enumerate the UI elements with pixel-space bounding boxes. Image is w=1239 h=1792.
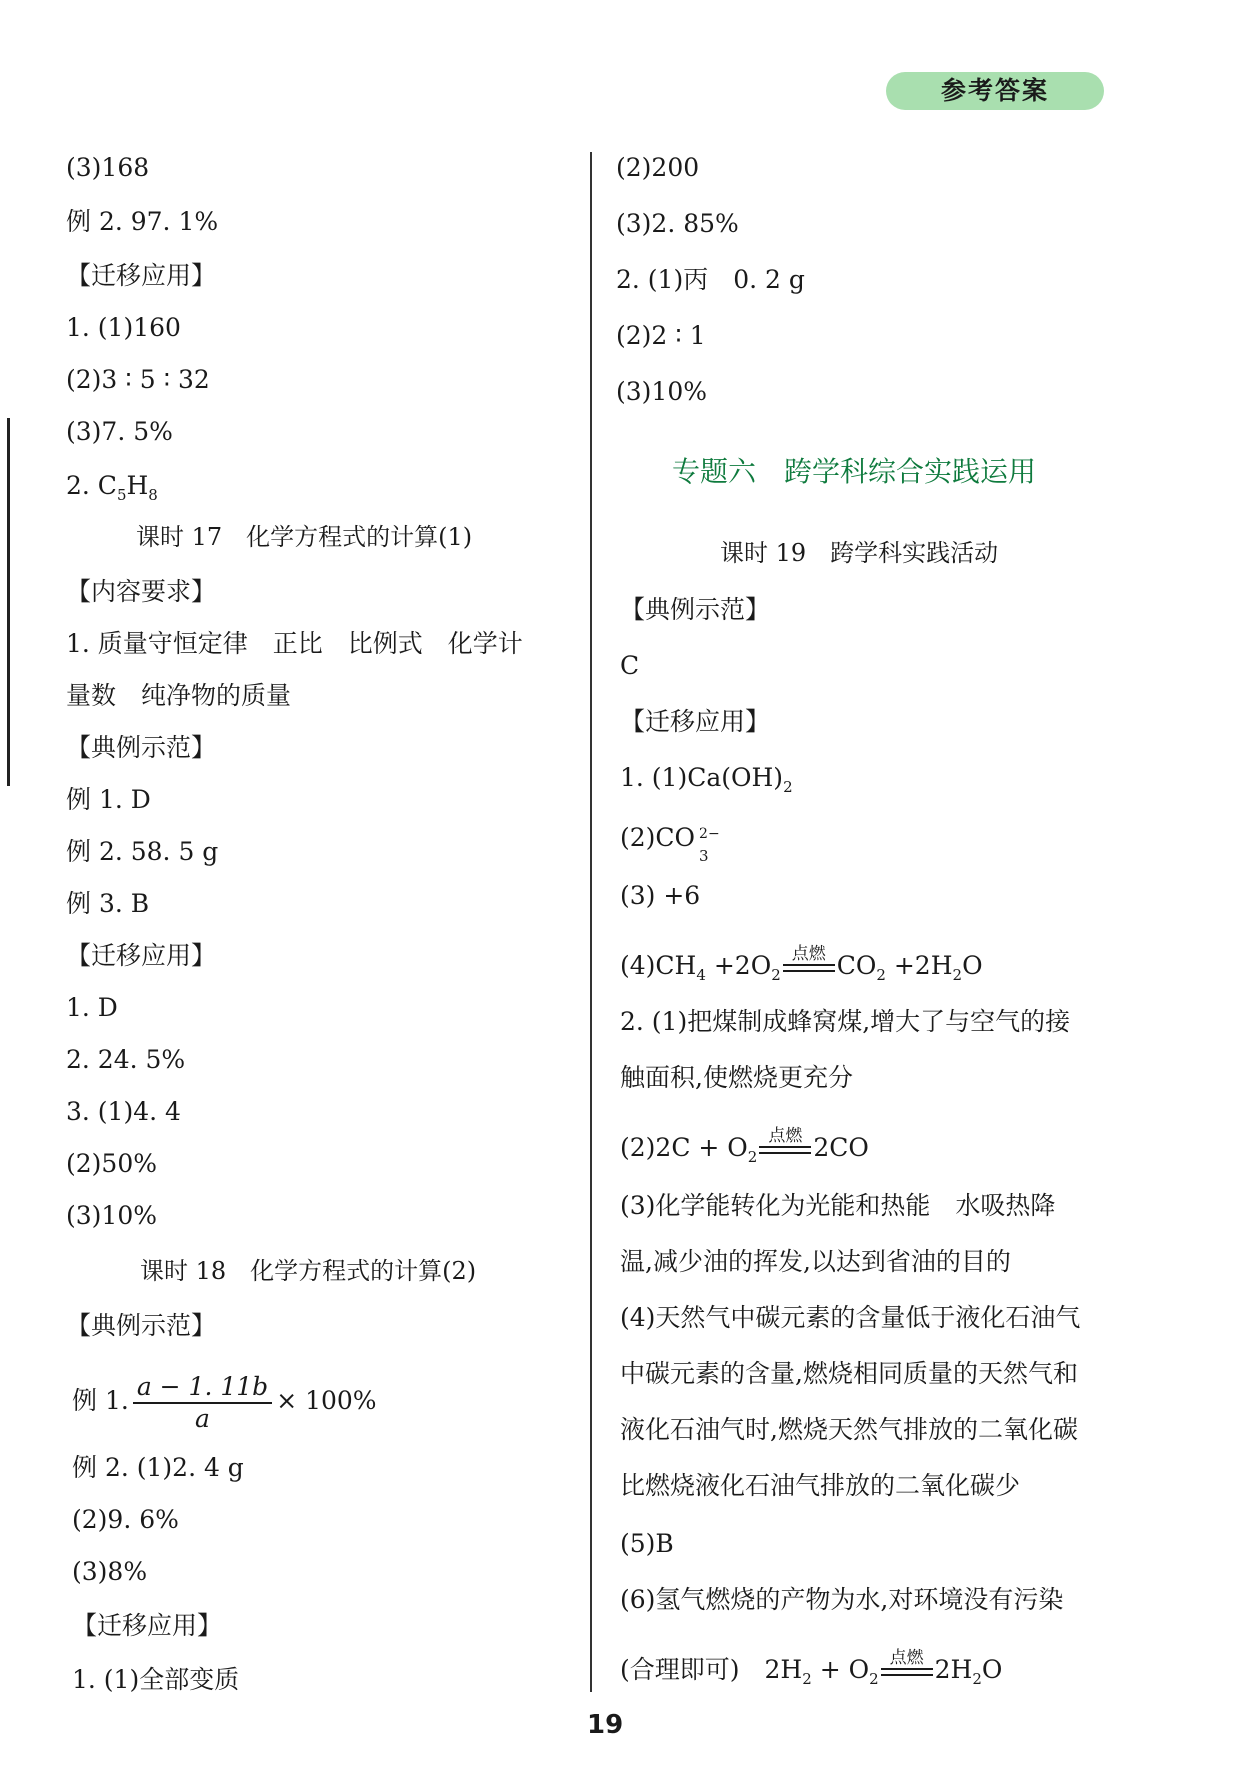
chemical-equation: $(2)2C + O_2$ 点燃 2CO bbox=[620, 1126, 869, 1166]
answer-line: 液化石油气时,燃烧天然气排放的二氧化碳 bbox=[620, 1415, 1078, 1444]
answer-line: (3)化学能转化为光能和热能 水吸热降 bbox=[620, 1191, 1056, 1220]
lesson-title: 课时 18 化学方程式的计算(2) bbox=[140, 1257, 477, 1285]
answer-line: 1. (1)全部变质 bbox=[72, 1665, 240, 1694]
answer-line: 2. 24. 5% bbox=[66, 1045, 186, 1074]
answer-line: (3)168 bbox=[66, 153, 150, 182]
section-heading: 【内容要求】 bbox=[66, 577, 217, 606]
formula-line: 2. $C_5H_8$ bbox=[66, 471, 158, 504]
chemical-equation: (合理即可) $2H_2 + O_2$ 点燃 $2H_2O$ bbox=[620, 1648, 1003, 1688]
fraction: $\frac{a - 1. 11b}{a}$ bbox=[133, 1372, 272, 1434]
answer-line: 比燃烧液化石油气排放的二氧化碳少 bbox=[620, 1471, 1021, 1500]
lesson-title: 课时 19 跨学科实践活动 bbox=[720, 539, 999, 567]
section-heading: 【迁移应用】 bbox=[620, 707, 771, 736]
answer-line: 2. (1)丙 0. 2 g bbox=[616, 265, 805, 294]
answer-line: (4)天然气中碳元素的含量低于液化石油气 bbox=[620, 1303, 1081, 1332]
answer-line: (5)B bbox=[620, 1529, 674, 1558]
topic-title: 专题六 跨学科综合实践运用 bbox=[672, 455, 1037, 488]
answer-line: 量数 纯净物的质量 bbox=[66, 681, 292, 710]
answer-line: 中碳元素的含量,燃烧相同质量的天然气和 bbox=[620, 1359, 1078, 1388]
answer-line: (3)2. 85% bbox=[616, 209, 739, 238]
section-heading: 【迁移应用】 bbox=[72, 1611, 223, 1640]
formula-line: (2)CO 2− 3 bbox=[620, 823, 720, 865]
answer-line: 1. 质量守恒定律 正比 比例式 化学计 bbox=[66, 629, 523, 658]
answer-line: (2)9. 6% bbox=[72, 1505, 179, 1534]
page-number: 19 bbox=[587, 1710, 624, 1740]
margin-rule bbox=[7, 418, 10, 786]
answer-line: 例 2. (1)2. 4 g bbox=[72, 1453, 244, 1482]
section-heading: 【典例示范】 bbox=[620, 595, 771, 624]
answer-line: 1. D bbox=[66, 993, 118, 1022]
answer-line: 1. (1)160 bbox=[66, 313, 181, 342]
answer-line: (6)氢气燃烧的产物为水,对环境没有污染 bbox=[620, 1585, 1064, 1614]
answer-line: 温,减少油的挥发,以达到省油的目的 bbox=[620, 1247, 1011, 1276]
reaction-arrow: 点燃 bbox=[759, 1130, 811, 1166]
answer-line: 例 2. 97. 1% bbox=[66, 207, 219, 236]
answer-line: C bbox=[620, 651, 640, 680]
answer-line: 触面积,使燃烧更充分 bbox=[620, 1063, 853, 1092]
section-heading: 【迁移应用】 bbox=[66, 941, 217, 970]
reaction-arrow: 点燃 bbox=[881, 1652, 933, 1688]
fraction-answer: 例 1. $\frac{a - 1. 11b}{a}$ × 100% bbox=[72, 1371, 377, 1433]
chemical-equation: $(4)CH_4 +2O_2$ 点燃 $CO_2 +2H_2O$ bbox=[620, 944, 983, 984]
answer-line: (2)200 bbox=[616, 153, 700, 182]
formula-line: 1. $(1)Ca(OH)_2$ bbox=[620, 763, 793, 796]
answer-line: (3)10% bbox=[616, 377, 707, 406]
answer-line: (3)10% bbox=[66, 1201, 157, 1230]
answer-line: (3) +6 bbox=[620, 881, 701, 910]
section-heading: 【典例示范】 bbox=[66, 733, 217, 762]
answer-line: 3. (1)4. 4 bbox=[66, 1097, 181, 1126]
answer-key-badge: 参考答案 bbox=[886, 72, 1104, 110]
answer-line: (2)3 ∶ 5 ∶ 32 bbox=[66, 365, 210, 394]
answer-line: (2)50% bbox=[66, 1149, 157, 1178]
section-heading: 【典例示范】 bbox=[66, 1311, 217, 1340]
reaction-arrow: 点燃 bbox=[783, 948, 835, 984]
lesson-title: 课时 17 化学方程式的计算(1) bbox=[136, 523, 473, 551]
answer-line: 例 1. D bbox=[66, 785, 151, 814]
column-divider bbox=[590, 152, 592, 1692]
answer-line: 例 2. 58. 5 g bbox=[66, 837, 219, 866]
section-heading: 【迁移应用】 bbox=[66, 261, 217, 290]
answer-line: (2)2 ∶ 1 bbox=[616, 321, 706, 350]
answer-line: (3)8% bbox=[72, 1557, 148, 1586]
answer-line: 2. (1)把煤制成蜂窝煤,增大了与空气的接 bbox=[620, 1007, 1071, 1036]
answer-line: (3)7. 5% bbox=[66, 417, 173, 446]
answer-line: 例 3. B bbox=[66, 889, 150, 918]
